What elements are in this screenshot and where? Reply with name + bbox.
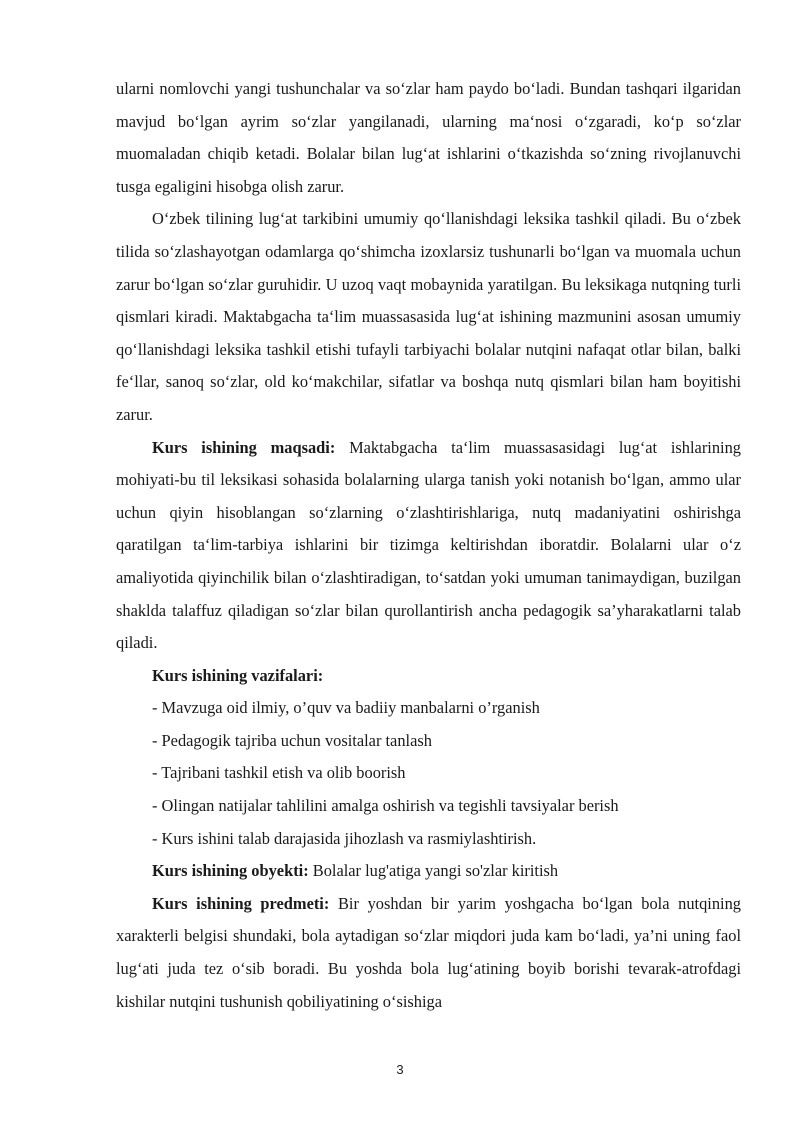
vazifa-item: - Pedagogik tajriba uchun vositalar tanlash	[152, 730, 432, 750]
page-number: 3	[396, 1062, 404, 1077]
vazifa-item: - Tajribani tashkil etish va olib boorish	[152, 763, 406, 783]
paragraph-obyekt	[116, 855, 741, 888]
obyekt-text: Bolalar lug'atiga yangi so'zlar kiritish	[308, 861, 559, 881]
predmet-label: Kurs ishining predmeti:	[152, 893, 330, 913]
paragraph-leksika: O‘zbek tilining lug‘at tarkibini umumiy qo‘llanishdagi leksika tashkil qiladi. Bu o‘zbek tilida so‘zlashayotgan odamlarga qo‘shimcha izoxlarsiz tushunarli bo‘lgan va muomala uchun zarur bo‘lgan so‘zlar guruhidir. U uzoq vaqt mobaynida yaratilgan. Bu leksikaga nutqning turli qismlari kiradi. Maktabgacha ta‘lim muassasasida lug‘at ishining mazmunini asosan umumiy qo‘llanishdagi leksika tashkil etishi tufayli tarbiyachi bolalar nutqini nafaqat otlar bilan, balki fe‘llar, sanoq so‘zlar, old ko‘makchilar, sifatlar va boshqa nutq qismlari bilan ham boyitishi zarur.	[116, 209, 741, 424]
predmet-text: Bir yoshdan bir yarim yoshgacha bo‘lgan bola nutqining xarakterli belgisi shundaki, bola aytadigan so‘zlar miqdori juda kam bo‘ladi, ya’ni uning faol lug‘ati juda tez o‘sib boradi. Bu yoshda bola lug‘atining boyib borishi tevarak-atrofdagi kishilar nutqini tushunish qobiliyatining o‘sishiga	[116, 893, 741, 1011]
vazifa-item: - Kurs ishini talab darajasida jihozlash va rasmiylashtirish.	[152, 828, 537, 848]
vazifa-item: - Olingan natijalar tahlilini amalga oshirish va tegishli tavsiyalar berish	[152, 796, 619, 816]
obyekt-label: Kurs ishining obyekti:	[152, 861, 309, 881]
maqsad-label: Kurs ishining maqsadi:	[152, 437, 336, 457]
paragraph-intro: ularni nomlovchi yangi tushunchalar va so‘zlar ham paydo bo‘ladi. Bundan tashqari ilgaridan mavjud bo‘lgan ayrim so‘zlar yangilanadi, ularning ma‘nosi o‘zgaradi, ko‘p so‘zlar muomaladan chiqib ketadi. Bolalar bilan lug‘at ishlarini o‘tkazishda so‘zning rivojlanuvchi tusga egaligini hisobga olish zarur.	[116, 79, 741, 196]
vazifa-item: - Mavzuga oid ilmiy, o’quv va badiiy manbalarni o’rganish	[152, 698, 540, 718]
page-body	[116, 73, 741, 1018]
paragraph-maqsad	[116, 432, 741, 660]
maqsad-text: Maktabgacha ta‘lim muassasasidagi lug‘at ishlarining mohiyati-bu til leksikasi sohasida bolalarning ularga tanish yoki notanish bo‘lgan, ammo ular uchun qiyin hisoblangan so‘zlarning o‘zlashtirishlariga, nutq madaniyatini oshirishga qaratilgan ta‘lim-tarbiya ishlarini bir tizimga keltirishdan iboratdir. Bolalarni ular o‘z amaliyotida qiyinchilik bilan o‘zlashtiradigan, to‘satdan yoki umuman tanimaydigan, buzilgan shaklda talaffuz qiladigan so‘zlar bilan qurollantirish ancha pedagogik sa’yharakatlarni talab qiladi.	[116, 437, 741, 653]
paragraph-predmet	[116, 888, 741, 1018]
vazifalar-label: Kurs ishining vazifalari:	[152, 665, 324, 685]
vazifalar-heading	[116, 660, 741, 693]
